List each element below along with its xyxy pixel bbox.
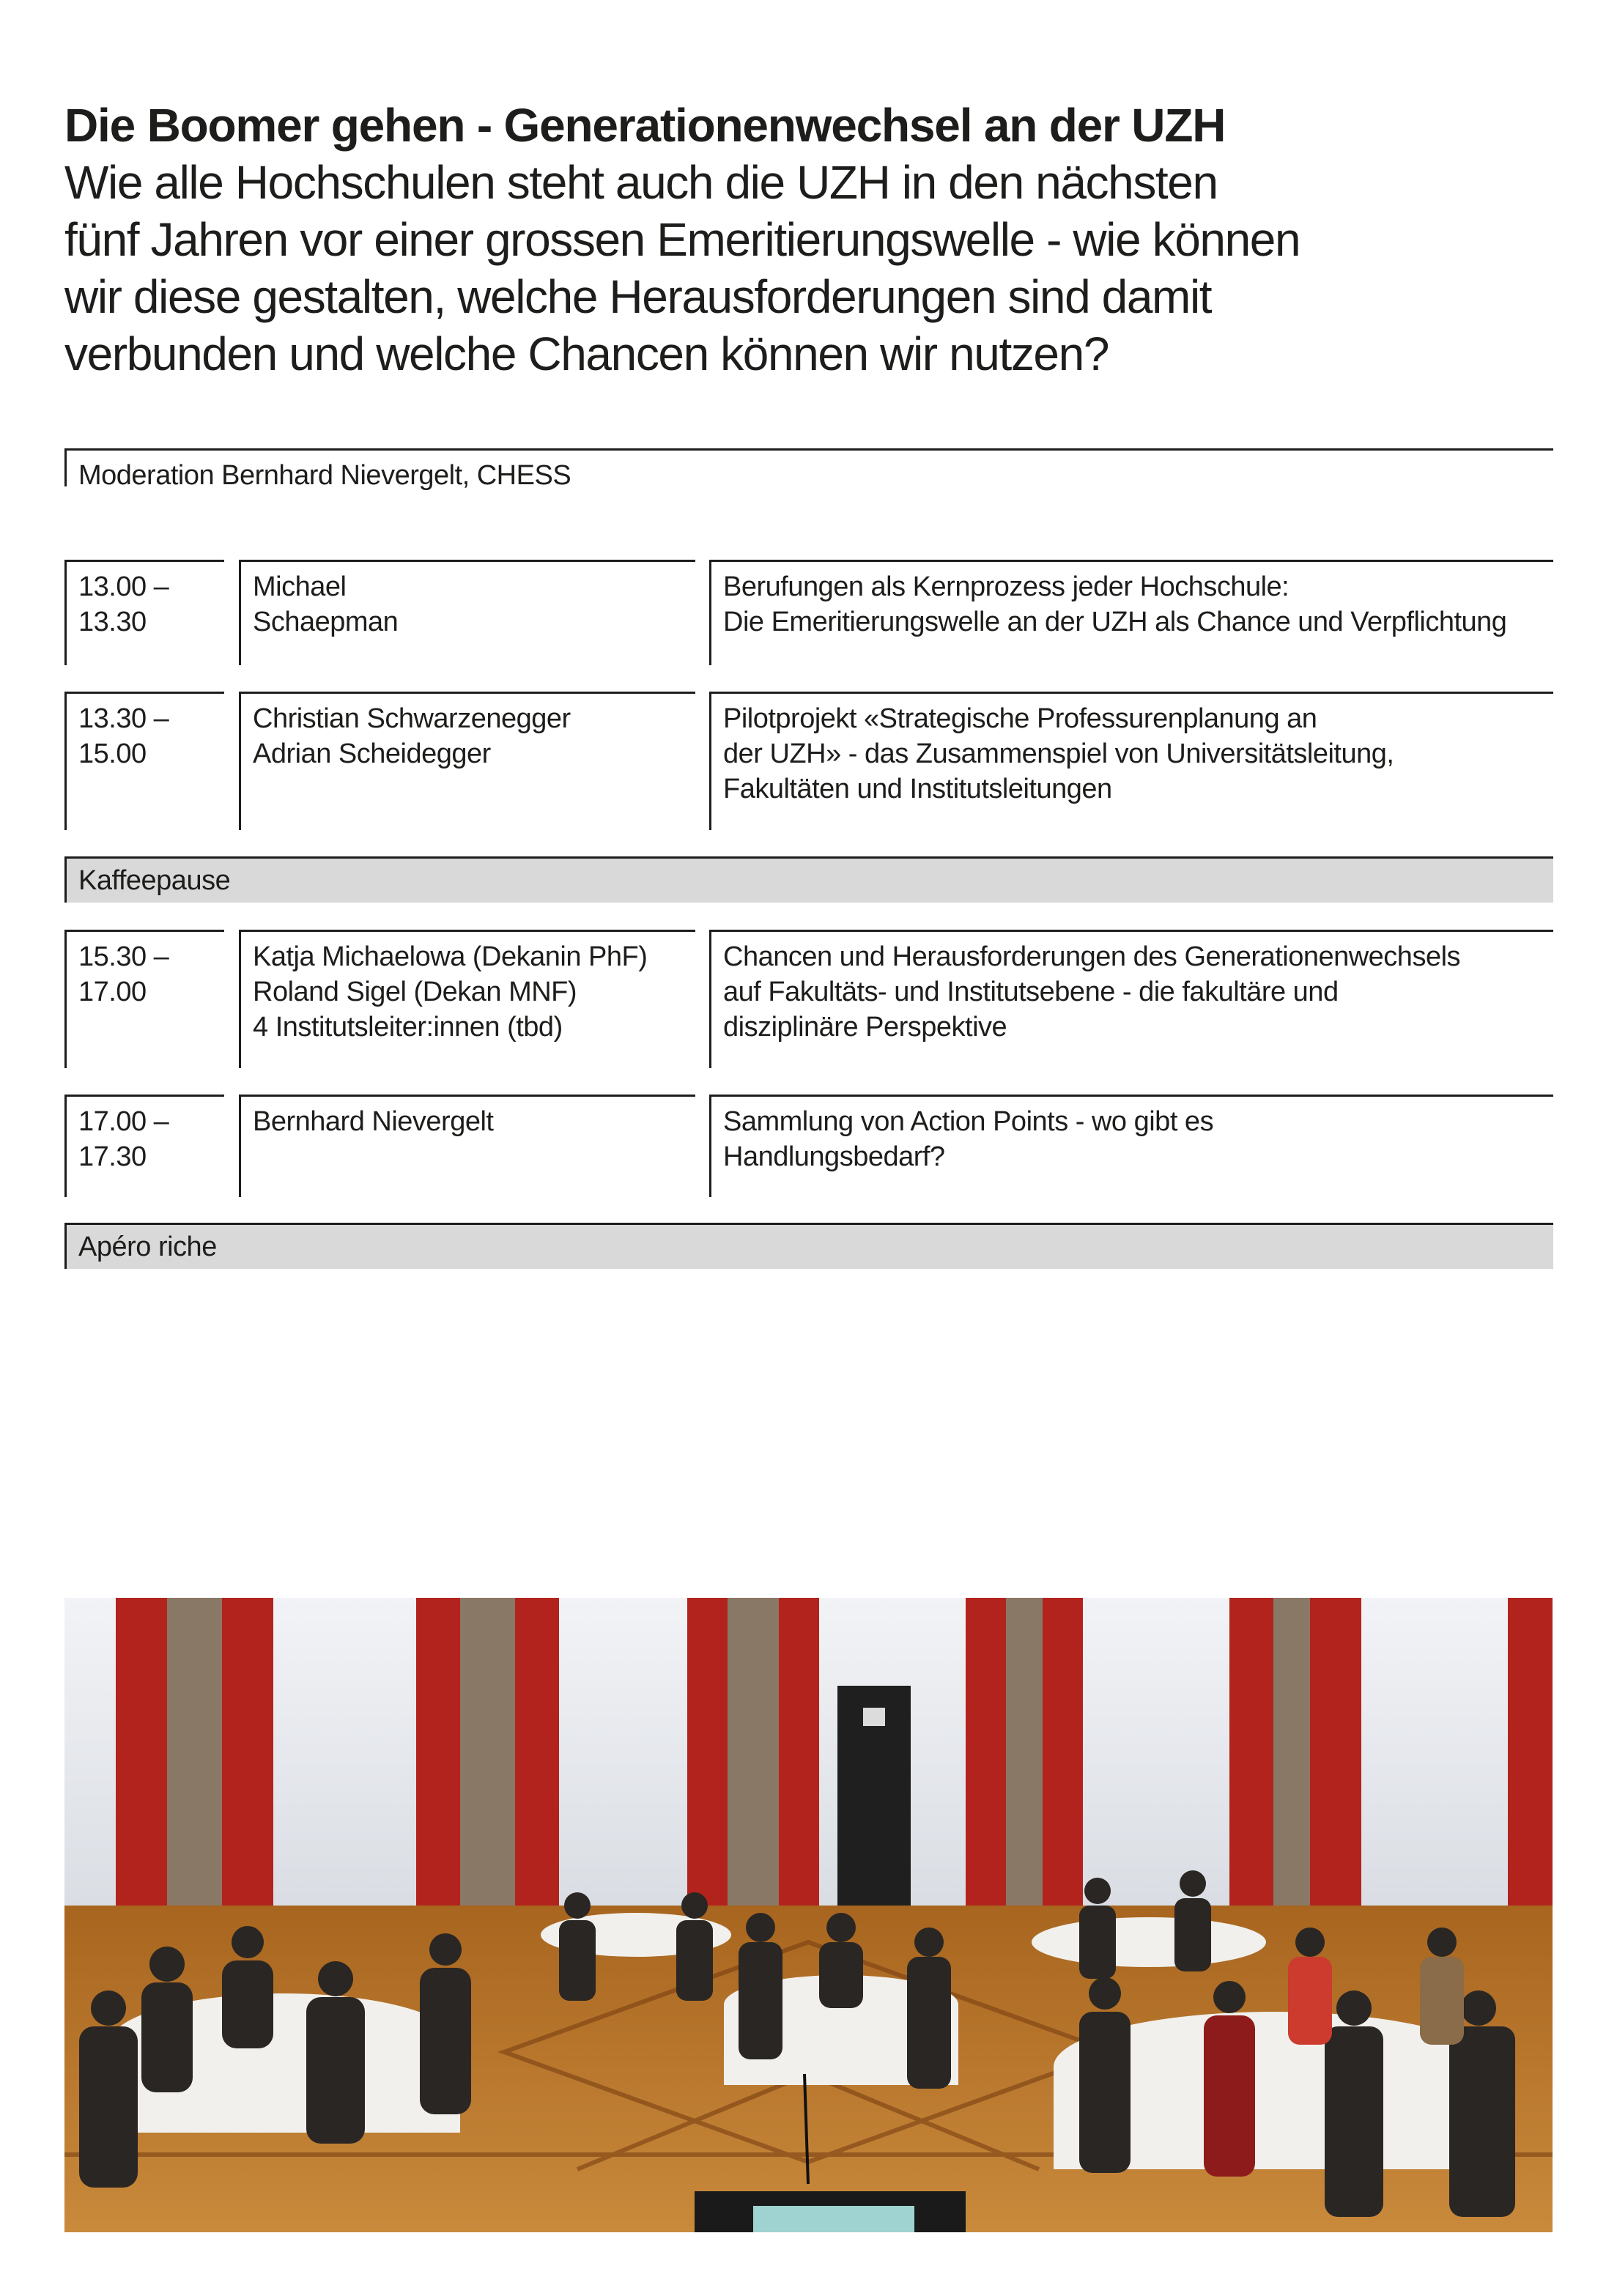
session-time xyxy=(64,560,224,665)
speaker: Schaepman xyxy=(253,607,399,637)
subtitle-line: verbunden und welche Chancen können wir nutzen? xyxy=(64,327,1109,380)
time-start: 15.30 – xyxy=(78,941,169,972)
event-photo-illustration xyxy=(64,1598,1553,2232)
break-coffee: Kaffeepause xyxy=(64,856,1553,903)
session-speakers xyxy=(239,930,695,1068)
page-subtitle xyxy=(64,154,1574,382)
break-apero: Apéro riche xyxy=(64,1223,1553,1269)
topic-line: Handlungsbedarf? xyxy=(723,1141,945,1172)
time-start: 13.30 – xyxy=(78,703,169,734)
topic-line: Pilotprojekt «Strategische Professurenplanung an xyxy=(723,703,1317,734)
topic-line: der UZH» - das Zusammenspiel von Universitätsleitung, xyxy=(723,738,1394,769)
speaker: Katja Michaelowa (Dekanin PhF) xyxy=(253,941,648,972)
title-block xyxy=(64,97,1574,382)
speaker: Michael xyxy=(253,571,347,602)
time-start: 13.00 – xyxy=(78,571,169,602)
session-time xyxy=(64,692,224,830)
session-time xyxy=(64,930,224,1068)
event-photo xyxy=(64,1598,1553,2232)
time-end: 17.00 xyxy=(78,977,147,1007)
session-speakers xyxy=(239,692,695,830)
time-start: 17.00 – xyxy=(78,1106,169,1137)
topic-line: disziplinäre Perspektive xyxy=(723,1012,1007,1043)
subtitle-line: wir diese gestalten, welche Herausforderungen sind damit xyxy=(64,270,1212,323)
topic-line: Chancen und Herausforderungen des Generationenwechsels xyxy=(723,941,1461,972)
topic-line: Fakultäten und Institutsleitungen xyxy=(723,774,1112,804)
time-end: 15.00 xyxy=(78,738,147,769)
session-time xyxy=(64,1095,224,1197)
session-topic xyxy=(709,692,1553,830)
speaker: 4 Institutsleiter:innen (tbd) xyxy=(253,1012,563,1043)
session-speakers xyxy=(239,560,695,665)
time-end: 13.30 xyxy=(78,607,147,637)
session-topic xyxy=(709,1095,1553,1197)
topic-line: auf Fakultäts- und Institutsebene - die fakultäre und xyxy=(723,977,1339,1007)
subtitle-line: fünf Jahren vor einer grossen Emeritierungswelle - wie können xyxy=(64,213,1300,266)
speaker: Bernhard Nievergelt xyxy=(253,1106,494,1137)
speaker: Christian Schwarzenegger xyxy=(253,703,571,734)
speaker: Adrian Scheidegger xyxy=(253,738,491,769)
time-end: 17.30 xyxy=(78,1141,147,1172)
topic-line: Sammlung von Action Points - wo gibt es xyxy=(723,1106,1214,1137)
session-topic xyxy=(709,930,1553,1068)
subtitle-line: Wie alle Hochschulen steht auch die UZH in den nächsten xyxy=(64,156,1218,209)
topic-line: Die Emeritierungswelle an der UZH als Chance und Verpflichtung xyxy=(723,607,1507,637)
moderation-note: Moderation Bernhard Nievergelt, CHESS xyxy=(64,448,1553,486)
page-title: Die Boomer gehen - Generationenwechsel an der UZH xyxy=(64,99,1226,152)
session-topic xyxy=(709,560,1553,665)
speaker: Roland Sigel (Dekan MNF) xyxy=(253,977,577,1007)
topic-line: Berufungen als Kernprozess jeder Hochschule: xyxy=(723,571,1289,602)
session-speakers xyxy=(239,1095,695,1197)
